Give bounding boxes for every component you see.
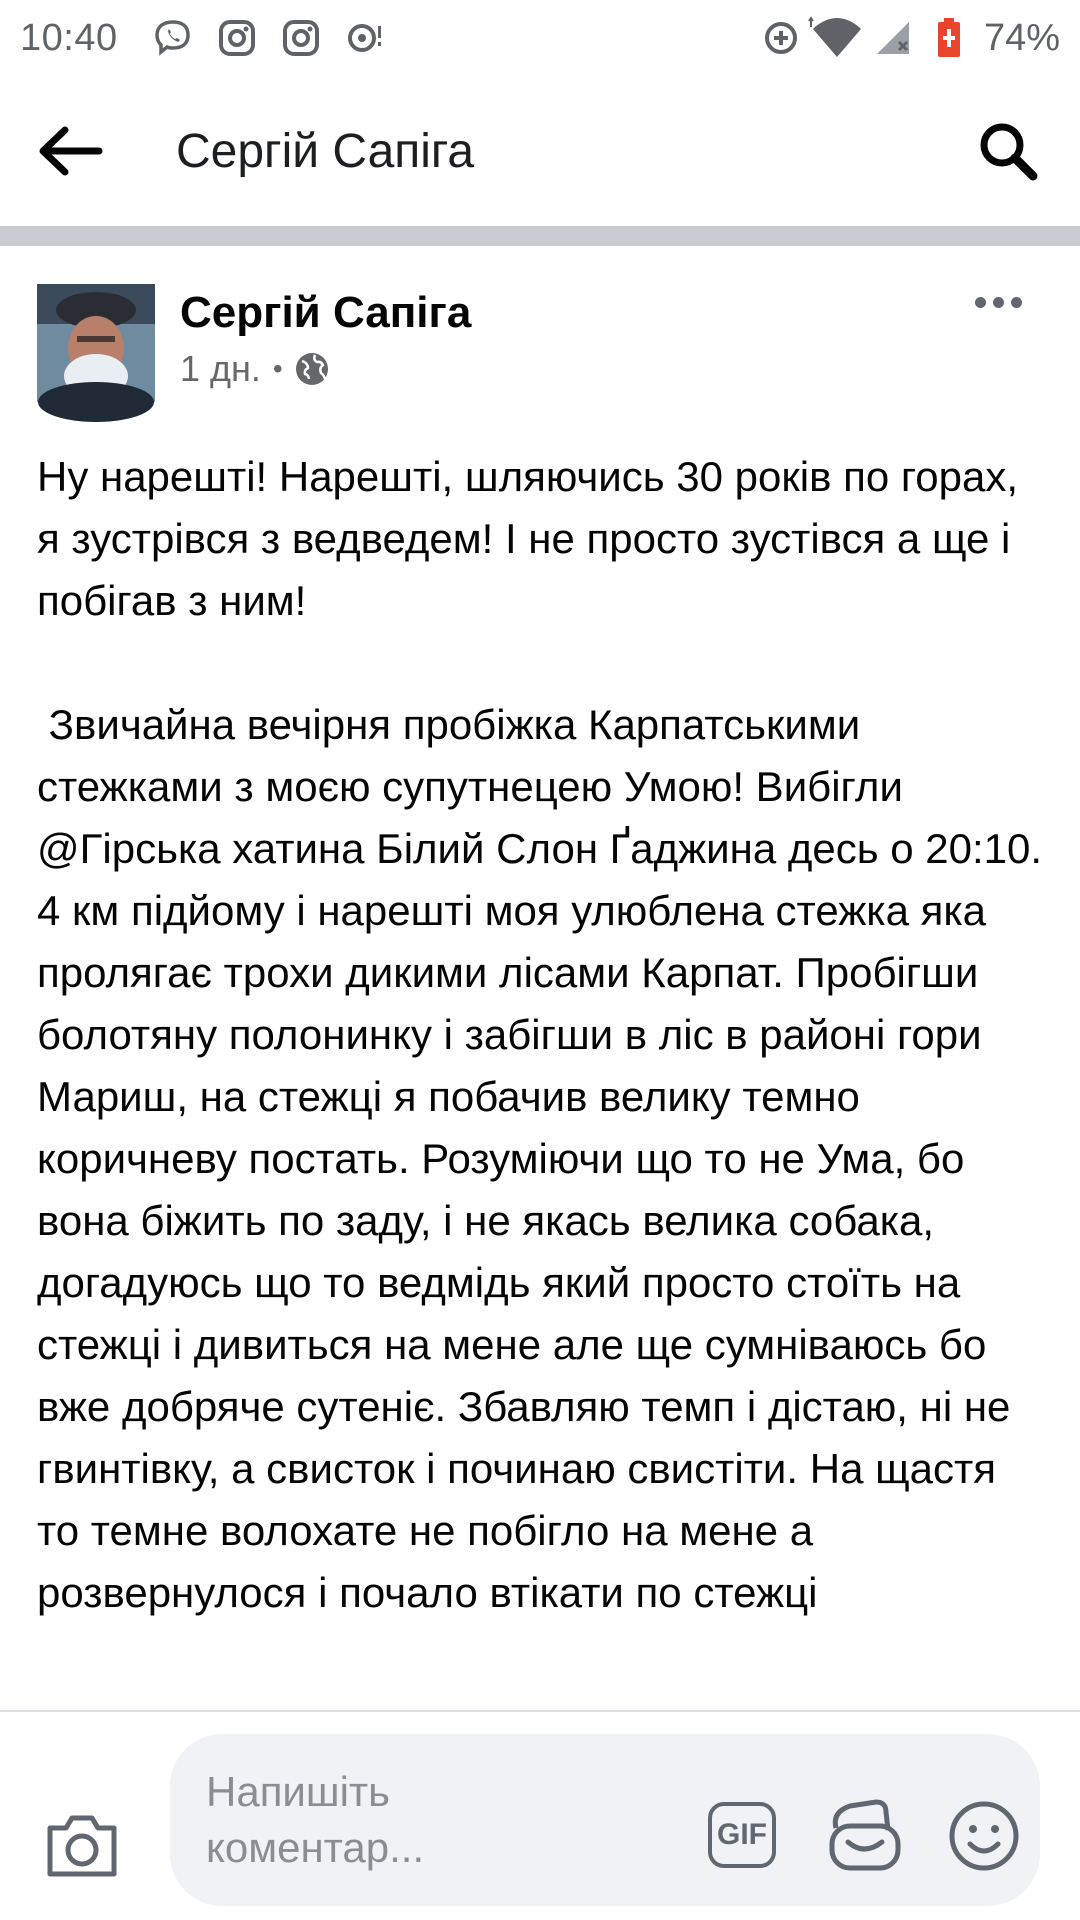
wifi-icon: [816, 17, 858, 59]
comment-input[interactable]: [170, 1734, 1040, 1906]
post-meta: [180, 348, 329, 390]
globe-icon[interactable]: [295, 352, 329, 386]
camera-icon: [44, 1812, 120, 1880]
back-button[interactable]: [32, 113, 108, 189]
meta-separator: •: [272, 353, 283, 384]
status-time: 10:40: [20, 16, 118, 59]
comment-placeholder: Напишіть коментар...: [206, 1768, 425, 1871]
data-saver-icon: [760, 17, 802, 59]
header-divider: [0, 226, 1080, 246]
battery-percent: 74%: [983, 16, 1060, 59]
app-header: [0, 76, 1080, 226]
smiley-icon: [946, 1798, 1022, 1874]
more-options-button[interactable]: [968, 282, 1028, 322]
status-system-icons: [760, 17, 1060, 60]
more-dot: [993, 297, 1004, 308]
avatar[interactable]: [37, 284, 155, 402]
status-notification-icons: [152, 17, 386, 59]
status-bar: [0, 0, 1080, 76]
camera-button[interactable]: [44, 1812, 120, 1880]
gif-button[interactable]: GIF: [708, 1802, 776, 1868]
search-button[interactable]: [968, 111, 1048, 191]
signal-icon: [872, 17, 914, 59]
comment-bar: [0, 1710, 1080, 1920]
battery-icon: [928, 17, 970, 59]
sticker-icon: [826, 1798, 904, 1874]
more-dot: [1011, 297, 1022, 308]
post-time[interactable]: 1 дн.: [180, 348, 261, 389]
page-title: Сергій Сапіга: [176, 124, 475, 178]
messenger-icon: [344, 17, 386, 59]
post-paragraph: Ну нарешті! Нарешті, шляючись 30 років по горах, я зустрівся з ведведем! І не просто зустівся а ще і побігав з ним!: [37, 453, 1030, 624]
instagram-icon: [216, 17, 258, 59]
post-paragraph: Звичайна вечірня пробіжка Карпатськими стежками з моєю супутнецею Умою! Вибігли @Гірська хатина Білий Слон Ґаджина десь о 20:10. 4 км підйому і нарешті моя улюблена стежка яка пролягає трохи дикими лісами Карпат. Пробігши болотяну полонинку і забігши в ліс в районі гори Мариш, на стежці я побачив велику темно коричневу постать. Розуміючи що то не Ума, бо вона біжить по заду, і не якась велика собака, догадуюсь що то ведмідь який просто стоїть на стежці і дивиться на мене але ще сумніваюсь бо вже добряче сутеніє. Збавляю темп і дістаю, ні не гвинтівку, а свисток і починаю свистіти. На щастя то темне волохате не побігло на мене а розвернулося і почало втікати по стежці: [37, 701, 1054, 1616]
more-dot: [975, 297, 986, 308]
post-text: [37, 446, 1054, 1710]
sticker-button[interactable]: [826, 1798, 904, 1874]
emoji-button[interactable]: [946, 1798, 1022, 1874]
search-icon: [977, 120, 1039, 182]
post-header: [0, 246, 1080, 426]
viber-icon: [152, 17, 194, 59]
post-author[interactable]: Сергій Сапіга: [180, 288, 472, 337]
arrow-left-icon: [37, 126, 103, 176]
instagram-icon: [280, 17, 322, 59]
